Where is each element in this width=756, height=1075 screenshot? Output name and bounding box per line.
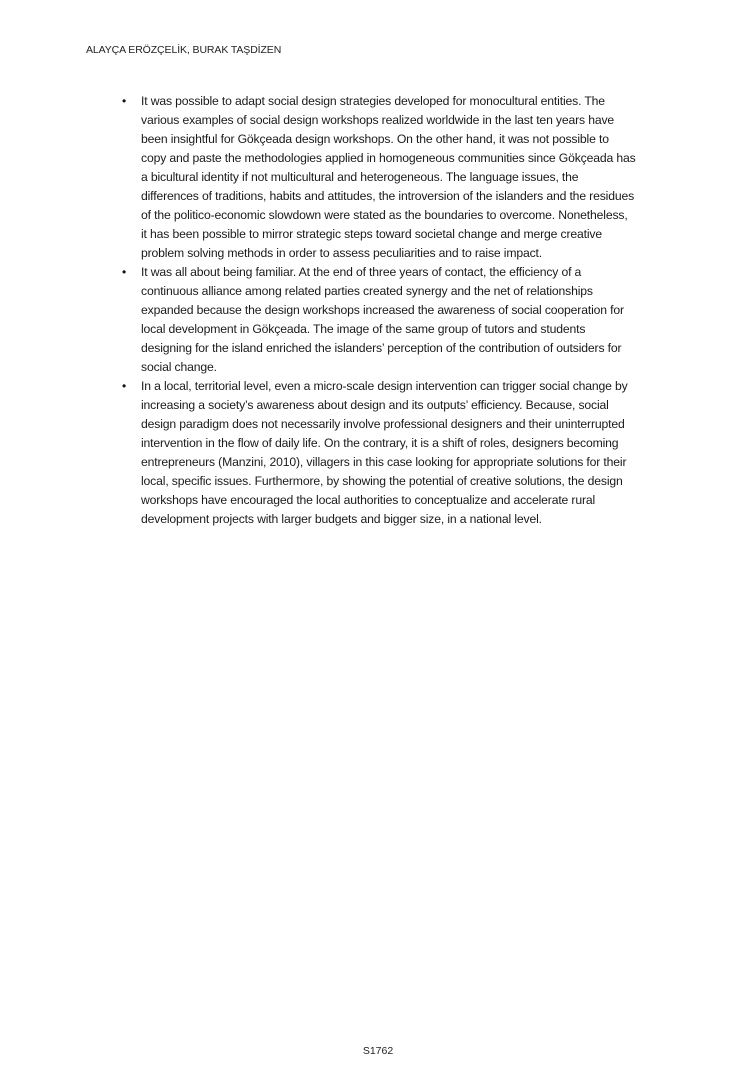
bullet-icon: • — [122, 94, 127, 108]
bullet-text: In a local, territorial level, even a micro-scale design intervention can trigger social change by increasing a society’s awareness about design and its outputs’ efficiency. Because, social design paradigm does not necessarily involve professional designers and their uninterrupted intervention in the flow of daily life. On the contrary, it is a shift of roles, designers becoming entrepreneurs (Manzini, 2010), villagers in this case looking for appropriate solutions for their local, specific issues. Furthermore, by showing the potential of creative solutions, the design workshops have encouraged the local authorities to conceptualize and accelerate rural development projects with larger budgets and bigger size, in a national level. — [141, 379, 628, 526]
page-number: S1762 — [362, 1045, 394, 1057]
bullet-text: It was possible to adapt social design strategies developed for monocultural entities. The various examples of social design workshops realized worldwide in the last ten years have been insightful for Gökçeada design workshops. On the other hand, it was not possible to copy and paste the methodologies applied in homogeneous communities since Gökçeada has a bicultural identity if not multicultural and heterogeneous. The language issues, the differences of traditions, habits and attitudes, the introversion of the islanders and the residues of the politico-economic slowdown were stated as the boundaries to overcome. Nonetheless, it has been possible to mirror strategic steps toward societal change and merge creative problem solving methods in order to assess peculiarities and to raise impact. — [141, 94, 636, 260]
bullet-text: It was all about being familiar. At the end of three years of contact, the efficiency of a continuous alliance among related parties created synergy and the net of relationships expanded because the design workshops increased the awareness of social cooperation for local development in Gökçeada. The image of the same group of tutors and students designing for the island enriched the islanders’ perception of the contribution of outsiders for social change. — [141, 265, 624, 374]
list-item — [120, 92, 636, 263]
running-header-authors: ALAYÇA ERÖZÇELİK, BURAK TAŞDİZEN — [86, 44, 282, 56]
list-item — [120, 377, 636, 529]
bullet-list — [120, 92, 636, 529]
bullet-icon: • — [122, 265, 127, 279]
list-item — [120, 263, 636, 377]
bullet-icon: • — [122, 379, 127, 393]
